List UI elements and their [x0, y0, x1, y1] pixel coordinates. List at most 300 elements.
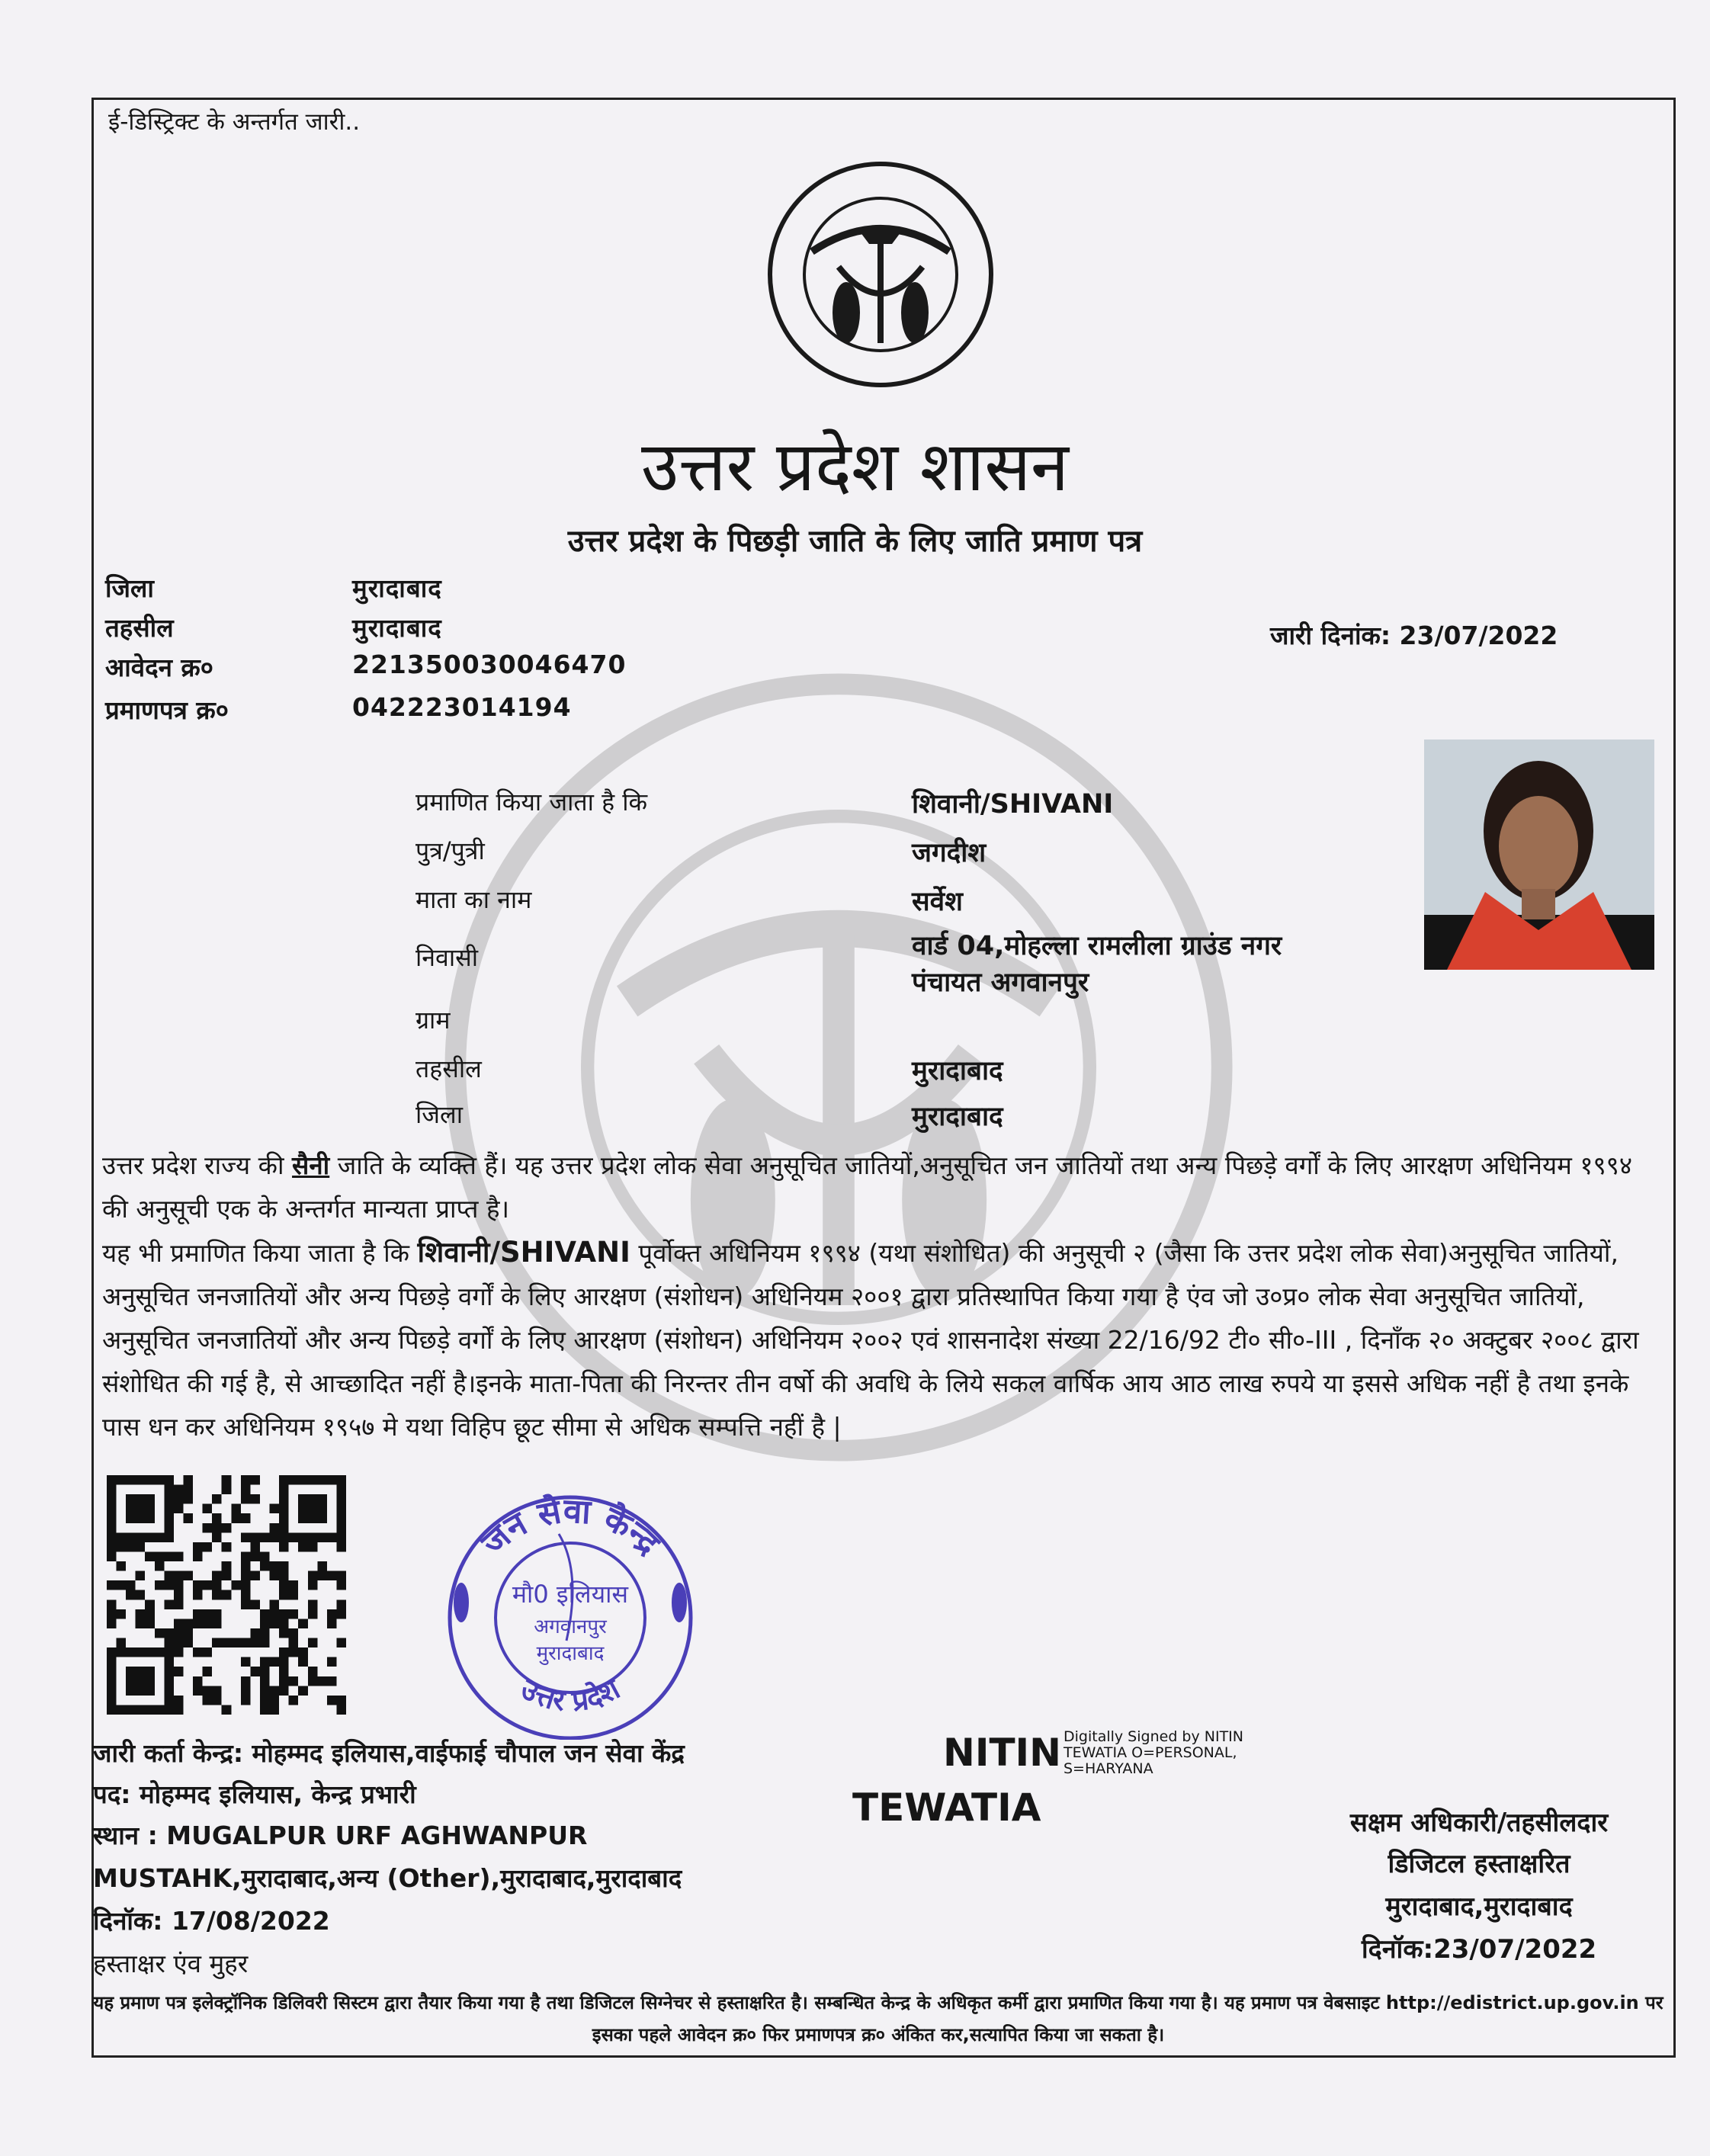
qr-module [203, 1667, 213, 1676]
detail-district-value: मुरादाबाद [912, 1102, 1003, 1132]
qr-module [107, 1523, 117, 1533]
qr-module [260, 1551, 270, 1561]
qr-module [336, 1485, 346, 1495]
qr-module [164, 1599, 174, 1609]
qr-module [222, 1523, 232, 1533]
qr-module [193, 1647, 203, 1657]
qr-module [126, 1532, 136, 1542]
qr-module [212, 1638, 222, 1648]
qr-module [308, 1667, 318, 1676]
qr-module [164, 1667, 174, 1676]
address-line2: पंचायत अगवानपुर [912, 967, 1089, 998]
qr-module [250, 1628, 260, 1638]
issue-date-value: 23/07/2022 [1399, 621, 1558, 650]
detail-district-label: जिला [415, 1100, 464, 1129]
qr-module [174, 1696, 184, 1705]
qr-module [260, 1628, 270, 1638]
qr-module [336, 1696, 346, 1705]
qr-module [136, 1532, 146, 1542]
qr-module [126, 1590, 136, 1600]
qr-module [250, 1542, 260, 1552]
qr-module [203, 1504, 213, 1514]
qr-module [231, 1513, 241, 1523]
qr-module [279, 1571, 289, 1581]
qr-module [327, 1609, 337, 1619]
qr-module [279, 1523, 289, 1533]
signer-name-line1: NITIN [943, 1731, 1062, 1775]
digital-note-line2: TEWATIA O=PERSONAL, [1064, 1744, 1237, 1761]
qr-module [164, 1523, 174, 1533]
qr-module [107, 1676, 117, 1686]
disclaimer-text: यह प्रमाण पत्र इलेक्ट्रॉनिक डिलिवरी सिस्टम द्वारा तैयार किया गया है तथा डिजिटल सिग्नेचर से हस्ताक्षरित है। सम्बन्धित केन्द्र के अधिकृत कर्मी द्वारा प्रमाणित किया गया है। यह प्रमाण पत्र वेबसाइट http://edistrict.up.gov.in पर इसका पहले आवेदन क्र० फिर प्रमाणपत्र क्र० अंकित कर,सत्यापित किया जा सकता है। [93, 1992, 1663, 2045]
authority-location: मुरादाबाद,मुरादाबाद [1385, 1891, 1573, 1922]
qr-module [260, 1676, 270, 1686]
qr-module [107, 1657, 117, 1667]
qr-module [279, 1485, 289, 1495]
qr-module [136, 1609, 146, 1619]
qr-module [327, 1532, 337, 1542]
qr-module [136, 1619, 146, 1628]
qr-module [250, 1475, 260, 1485]
qr-module [298, 1513, 308, 1523]
sign-and-seal-label: हस्ताक्षर एंव मुहर [93, 1949, 249, 1978]
qr-module [298, 1504, 308, 1514]
qr-module [260, 1667, 270, 1676]
qr-module [308, 1513, 318, 1523]
qr-module [174, 1705, 184, 1715]
stamp-top-text: जन सेवा केन्द्र [473, 1491, 668, 1563]
qr-module [145, 1494, 155, 1504]
qr-module [241, 1590, 251, 1600]
qr-module [183, 1494, 193, 1504]
qr-module [336, 1571, 346, 1581]
certificate-number: 042223014194 [352, 692, 572, 722]
qr-module [231, 1504, 241, 1514]
qr-module [270, 1532, 280, 1542]
qr-module [174, 1551, 184, 1561]
qr-module [155, 1580, 165, 1590]
qr-module [126, 1667, 136, 1676]
qr-module [336, 1504, 346, 1514]
qr-module [212, 1619, 222, 1628]
qr-module [222, 1485, 232, 1495]
qr-module [241, 1475, 251, 1485]
qr-module [164, 1647, 174, 1657]
mother-label: माता का नाम [415, 885, 532, 914]
qr-module [289, 1590, 299, 1600]
qr-module [193, 1551, 203, 1561]
qr-module [270, 1705, 280, 1715]
stamp-name: मौ0 इलियास [512, 1580, 629, 1609]
qr-module [145, 1532, 155, 1542]
qr-module [336, 1513, 346, 1523]
qr-module [212, 1523, 222, 1533]
qr-module [183, 1513, 193, 1523]
qr-module [193, 1542, 203, 1552]
qr-module [126, 1542, 136, 1552]
qr-module [279, 1686, 289, 1696]
qr-module [260, 1638, 270, 1648]
qr-module [270, 1609, 280, 1619]
qr-module [279, 1513, 289, 1523]
qr-module [107, 1532, 117, 1542]
qr-module [136, 1667, 146, 1676]
qr-module [145, 1667, 155, 1676]
qr-module [308, 1532, 318, 1542]
qr-module [164, 1532, 174, 1542]
qr-module [136, 1590, 146, 1600]
qr-module [336, 1609, 346, 1619]
qr-module [145, 1705, 155, 1715]
qr-module [164, 1686, 174, 1696]
qr-module [222, 1475, 232, 1485]
qr-module [193, 1609, 203, 1619]
body-paragraph-1 [102, 1144, 1650, 1230]
qr-module [117, 1705, 127, 1715]
certificate-subtitle: उत्तर प्रदेश के पिछड़ी जाति के लिए जाति प्रमाण पत्र [567, 524, 1143, 559]
qr-module [308, 1676, 318, 1686]
digital-note-line3: S=HARYANA [1064, 1760, 1153, 1777]
qr-module [136, 1686, 146, 1696]
qr-module [298, 1647, 308, 1657]
qr-module [164, 1696, 174, 1705]
qr-module [241, 1571, 251, 1581]
qr-module [279, 1657, 289, 1667]
qr-module [250, 1667, 260, 1676]
qr-module [298, 1619, 308, 1628]
header-note: ई-डिस्ट्रिक्ट के अन्तर्गत जारी.. [108, 108, 361, 136]
qr-module [279, 1647, 289, 1657]
qr-module [136, 1475, 146, 1485]
qr-module [336, 1475, 346, 1485]
svg-text:जन सेवा केन्द्र [473, 1491, 668, 1564]
qr-module [260, 1657, 270, 1667]
qr-module [212, 1609, 222, 1619]
qr-module [336, 1523, 346, 1533]
qr-module [117, 1561, 127, 1571]
qr-module [317, 1676, 327, 1686]
qr-module [279, 1494, 289, 1504]
qr-module [164, 1494, 174, 1504]
qr-module [155, 1705, 165, 1715]
qr-module [241, 1696, 251, 1705]
caste-name: सैनी [292, 1150, 330, 1180]
qr-module [308, 1504, 318, 1514]
qr-module [164, 1657, 174, 1667]
qr-module [174, 1494, 184, 1504]
qr-module [298, 1532, 308, 1542]
qr-module [145, 1504, 155, 1514]
qr-module [241, 1532, 251, 1542]
qr-module [270, 1619, 280, 1628]
qr-module [308, 1494, 318, 1504]
application-number: 221350030046470 [352, 650, 627, 679]
qr-module [136, 1647, 146, 1657]
qr-module [174, 1571, 184, 1581]
qr-module [174, 1504, 184, 1514]
qr-module [336, 1580, 346, 1590]
qr-module [270, 1657, 280, 1667]
qr-module [126, 1676, 136, 1686]
issuer-place-line2: MUSTAHK,मुरादाबाद,अन्य (Other),मुरादाबाद,मुरादाबाद [93, 1863, 682, 1893]
qr-module [289, 1647, 299, 1657]
body-applicant-name: शिवानी/SHIVANI [417, 1236, 630, 1269]
qr-module [298, 1494, 308, 1504]
qr-module [107, 1686, 117, 1696]
qr-module [241, 1561, 251, 1571]
tehsil-label: तहसील [105, 613, 174, 643]
qr-module [279, 1667, 289, 1676]
qr-module [250, 1532, 260, 1542]
qr-module [317, 1513, 327, 1523]
qr-module [164, 1504, 174, 1514]
qr-module [117, 1647, 127, 1657]
qr-module [126, 1475, 136, 1485]
qr-module [136, 1513, 146, 1523]
qr-module [298, 1542, 308, 1552]
qr-module [145, 1686, 155, 1696]
qr-module [117, 1580, 127, 1590]
qr-module [289, 1676, 299, 1686]
qr-module [107, 1551, 117, 1561]
qr-module [317, 1475, 327, 1485]
qr-module [308, 1609, 318, 1619]
tehsil-value: मुरादाबाद [352, 613, 442, 643]
qr-module [193, 1676, 203, 1686]
qr-module [317, 1561, 327, 1571]
qr-module [336, 1542, 346, 1552]
qr-module [174, 1647, 184, 1657]
qr-module [136, 1571, 146, 1581]
qr-module [289, 1628, 299, 1638]
qr-module [174, 1619, 184, 1628]
child-of-label: पुत्र/पुत्री [415, 836, 485, 865]
qr-module [203, 1686, 213, 1696]
qr-module [260, 1705, 270, 1715]
qr-module [193, 1580, 203, 1590]
qr-module [164, 1638, 174, 1648]
body-p2-end: पूर्वोक्त अधिनियम १९९४ (यथा संशोधित) की अनुसूची २ (जैसा कि उत्तर प्रदेश लोक सेवा)अनुसूचित जातियों, अनुसूचित जनजातियों और अन्य पिछड़े वर्गों के लिए आरक्षण (संशोधन) अधिनियम २००१ द्वारा प्रतिस्थापित किया गया है एंव जो उ०प्र० लोक सेवा अनुसूचित जातियों, अनुसूचित जनजातियों और अन्य पिछड़े वर्गों के लिए आरक्षण (संशोधन) अधिनियम २००२ एवं शासनादेश संख्या 22/16/92 टी० सी०-III , दिनाँक २० अक्टुबर २००८ द्वारा संशोधित की गई है, से आच्छादित नहीं है।इनके माता-पिता की निरन्तर तीन वर्षो की अवधि के लिये सकल वार्षिक आय आठ लाख रुपये या इससे अधिक नहीं है तथा इनके पास धन कर अधिनियम १९५७ मे यथा विहिप छूट सीमा से अधिक सम्पत्ति नहीं है | [102, 1238, 1639, 1442]
qr-module [327, 1696, 337, 1705]
qr-module [145, 1513, 155, 1523]
qr-module [155, 1561, 165, 1571]
issuer-place-line1: स्थान : MUGALPUR URF AGHWANPUR [93, 1821, 588, 1850]
qr-module [336, 1599, 346, 1609]
qr-module [155, 1475, 165, 1485]
qr-module [155, 1647, 165, 1657]
qr-module [308, 1599, 318, 1609]
qr-module [174, 1628, 184, 1638]
qr-module [107, 1542, 117, 1552]
qr-module [270, 1561, 280, 1571]
qr-module [203, 1609, 213, 1619]
qr-module [241, 1638, 251, 1648]
qr-module [289, 1475, 299, 1485]
qr-module [203, 1542, 213, 1552]
qr-module [289, 1609, 299, 1619]
qr-module [279, 1676, 289, 1686]
qr-module [289, 1696, 299, 1705]
qr-module [107, 1696, 117, 1705]
qr-module [145, 1676, 155, 1686]
qr-module [164, 1571, 174, 1581]
village-label: ग्राम [415, 1006, 451, 1035]
qr-module [145, 1609, 155, 1619]
qr-module [193, 1686, 203, 1696]
qr-module [126, 1494, 136, 1504]
page-title: उत्तर प्रदेश शासन [640, 427, 1070, 507]
qr-module [260, 1561, 270, 1571]
qr-module [136, 1504, 146, 1514]
qr-module [327, 1676, 337, 1686]
qr-module [107, 1609, 117, 1619]
qr-module [145, 1551, 155, 1561]
qr-module [241, 1494, 251, 1504]
digital-note-line1: Digitally Signed by NITIN [1064, 1728, 1243, 1745]
qr-module [107, 1705, 117, 1715]
qr-module [298, 1475, 308, 1485]
qr-module [117, 1609, 127, 1619]
certified-label: प्रमाणित किया जाता है कि [415, 788, 648, 817]
qr-module [126, 1513, 136, 1523]
qr-module [145, 1599, 155, 1609]
qr-module [279, 1619, 289, 1628]
qr-module [327, 1657, 337, 1667]
qr-module [126, 1504, 136, 1514]
authority-title: सक्षम अधिकारी/तहसीलदार [1349, 1808, 1609, 1838]
qr-module [222, 1571, 232, 1581]
qr-module [308, 1542, 318, 1552]
qr-module [327, 1475, 337, 1485]
qr-module [164, 1580, 174, 1590]
qr-module [145, 1619, 155, 1628]
qr-module [222, 1705, 232, 1715]
issuer-post: पद: मोहम्मद इलियास, केन्द्र प्रभारी [93, 1779, 416, 1809]
qr-module [327, 1619, 337, 1628]
qr-module [126, 1705, 136, 1715]
qr-module [145, 1475, 155, 1485]
father-name: जगदीश [912, 838, 987, 868]
qr-module [203, 1696, 213, 1705]
qr-module [174, 1667, 184, 1676]
qr-module [241, 1599, 251, 1609]
qr-module [222, 1561, 232, 1571]
qr-module [174, 1638, 184, 1648]
qr-module [241, 1676, 251, 1686]
qr-module [107, 1504, 117, 1514]
qr-module [136, 1705, 146, 1715]
qr-module [279, 1542, 289, 1552]
body-p2-start: यह भी प्रमाणित किया जाता है कि [102, 1238, 418, 1268]
qr-module [250, 1571, 260, 1581]
qr-module [298, 1686, 308, 1696]
qr-module [212, 1571, 222, 1581]
qr-module [260, 1696, 270, 1705]
qr-module [203, 1619, 213, 1628]
qr-module [336, 1532, 346, 1542]
svg-text:उत्तर प्रदेश [515, 1671, 626, 1718]
applicant-photo [1424, 740, 1654, 970]
body-p1-end: जाति के व्यक्ति हैं। यह उत्तर प्रदेश लोक सेवा अनुसूचित जातियों,अनुसूचित जन जातियों तथा अन्य पिछड़े वर्गों के लिए आरक्षण अधिनियम १९९४ की अनुसूची एक के अन्तर्गत मान्यता प्राप्त है। [102, 1150, 1632, 1224]
qr-module [298, 1657, 308, 1667]
qr-module [336, 1494, 346, 1504]
qr-module [117, 1532, 127, 1542]
body-p1-start: उत्तर प्रदेश राज्य की [102, 1150, 293, 1180]
certificate-body [102, 1144, 1650, 1449]
qr-module [260, 1686, 270, 1696]
qr-module [241, 1513, 251, 1523]
qr-module [117, 1475, 127, 1485]
qr-module [317, 1571, 327, 1581]
qr-module [270, 1504, 280, 1514]
qr-module [289, 1580, 299, 1590]
mother-name: सर्वेश [912, 887, 963, 917]
qr-module [250, 1599, 260, 1609]
qr-module [279, 1628, 289, 1638]
qr-module [203, 1580, 213, 1590]
qr-module [241, 1551, 251, 1561]
qr-module [250, 1638, 260, 1648]
qr-module [164, 1705, 174, 1715]
district-label: जिला [105, 573, 154, 603]
qr-module [126, 1647, 136, 1657]
qr-module [231, 1638, 241, 1648]
qr-module [279, 1475, 289, 1485]
qr-module [260, 1532, 270, 1542]
qr-module [289, 1638, 299, 1648]
qr-module [164, 1628, 174, 1638]
qr-module [241, 1686, 251, 1696]
qr-module [241, 1580, 251, 1590]
up-emblem-icon [766, 160, 995, 389]
qr-module [222, 1638, 232, 1648]
qr-module [308, 1475, 318, 1485]
qr-module [107, 1485, 117, 1495]
qr-module [126, 1686, 136, 1696]
qr-module [107, 1599, 117, 1609]
qr-module [212, 1590, 222, 1600]
qr-module [155, 1551, 165, 1561]
qr-module [260, 1609, 270, 1619]
qr-module [222, 1590, 232, 1600]
qr-module [145, 1647, 155, 1657]
qr-module [289, 1532, 299, 1542]
qr-module [308, 1580, 318, 1590]
jan-seva-kendra-stamp [429, 1488, 711, 1740]
applicant-name: शिवानी/SHIVANI [912, 789, 1114, 820]
qr-module [279, 1504, 289, 1514]
authority-date: दिनॉक:23/07/2022 [1361, 1934, 1597, 1965]
issuer-date: दिनॉक: 17/08/2022 [93, 1906, 330, 1936]
qr-module [222, 1542, 232, 1552]
qr-module [136, 1676, 146, 1686]
qr-module [308, 1638, 318, 1648]
qr-module [270, 1523, 280, 1533]
qr-module [164, 1485, 174, 1495]
qr-module [279, 1580, 289, 1590]
qr-module [117, 1542, 127, 1552]
qr-module [107, 1667, 117, 1676]
qr-module [212, 1532, 222, 1542]
qr-code [107, 1475, 346, 1715]
qr-module [317, 1504, 327, 1514]
qr-module [250, 1551, 260, 1561]
qr-module [107, 1475, 117, 1485]
qr-module [107, 1494, 117, 1504]
qr-module [317, 1532, 327, 1542]
qr-module [203, 1523, 213, 1533]
qr-module [279, 1590, 289, 1600]
